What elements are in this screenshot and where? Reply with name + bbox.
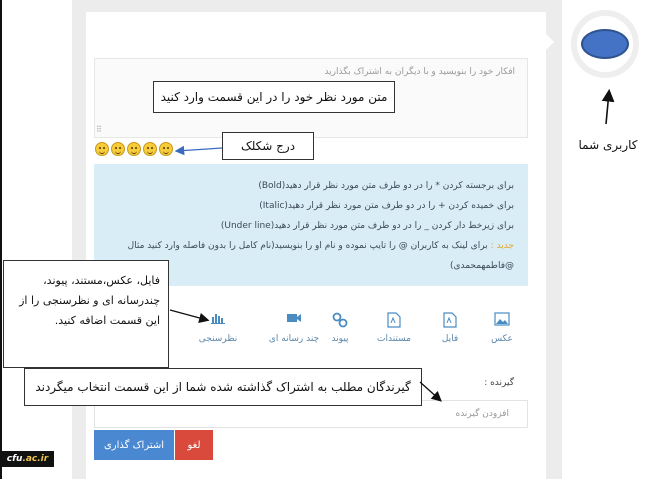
resize-handle-icon[interactable]: ⠿ [96,125,102,134]
arrow-user [606,92,609,124]
help-mention-text: برای لینک به کاربران @ را تایپ نموده و نام او را بنویسید(نام کامل را بدون فاصله وارد کنید مثال [127,241,488,251]
callout-emoji: درج شکلک [222,132,314,160]
new-badge: جدید : [490,241,514,251]
recipients-label: گیرنده : [484,378,514,388]
arrow-emoji [177,148,222,151]
callout-textarea: متن مورد نظر خود را در این قسمت وارد کنید [153,81,395,113]
cancel-button[interactable]: لغو [175,430,213,460]
help-italic: برای خمیده کردن + را در دو طرف متن مورد نظر قرار دهید(Italic) [259,201,514,211]
help-example: @فاطمهمحمدی) [449,261,514,271]
share-button[interactable]: اشتراک گذاری [94,430,174,460]
toolbar-item-poll[interactable]: نظرسنجی [188,312,248,344]
callout-attachments: فایل، عکس،مستند، پیوند، چندرسانه ای و نظرسنجی را از این قسمت اضافه کنید. [3,260,169,368]
textarea-placeholder: افکار خود را بنویسید و با دیگران به اشتراک بگذارید [324,67,515,77]
toolbar-item-link[interactable]: پیوند [310,312,370,344]
toolbar-item-documents[interactable]: مستندات [364,312,424,344]
arrow-recipients [420,382,440,400]
toolbar-item-file[interactable]: فایل [420,312,480,344]
arrow-attachments [170,310,207,320]
help-underline: برای زیرخط دار کردن _ را در دو طرف متن مورد نظر قرار دهید(Under line) [220,221,514,231]
help-bold: برای برجسته کردن * را در دو طرف متن مورد نظر قرار دهید(Bold) [258,181,514,191]
callout-recipients: گیرندگان مطلب به اشتراک گذاشته شده شما از این قسمت انتخاب میگردند [24,368,422,406]
recipients-placeholder: افزودن گیرنده [455,409,509,419]
toolbar-item-image[interactable]: عکس [472,312,532,344]
user-label: کاربری شما [578,138,638,152]
toolbar-item-multimedia[interactable]: چند رسانه ای [264,312,324,344]
cfu-logo: cfu .ac.ir [1,451,54,467]
